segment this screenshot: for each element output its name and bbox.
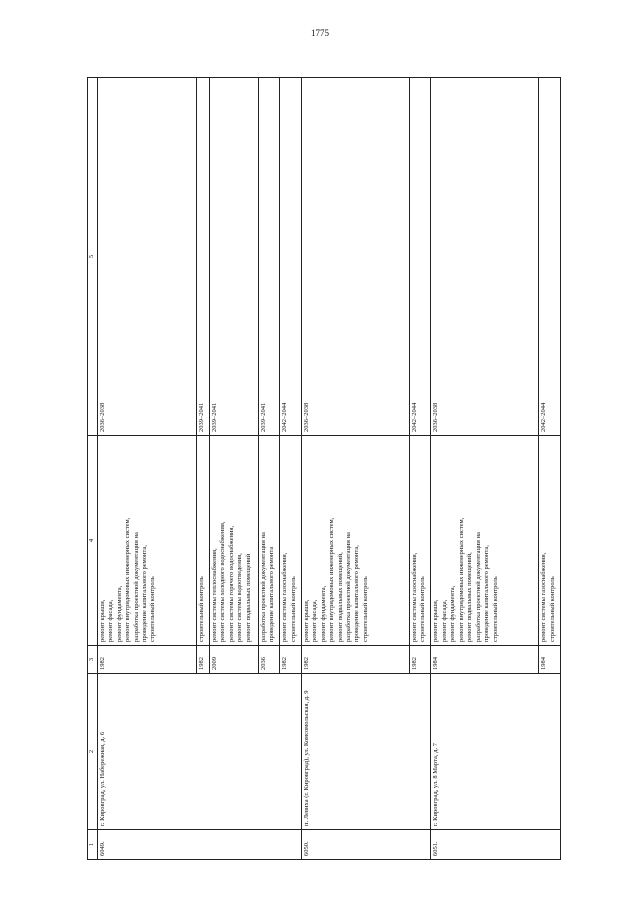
period-cell: 2039–2041 [209,78,258,436]
capital-repair-table [87,77,561,860]
year-cell: 1982 [280,646,302,674]
work-item: ремонт фундамента, [449,585,457,642]
work-item: ремонт системы газоснабжения, [281,552,289,642]
work-item: разработка проектной документации на [474,532,482,642]
rotated-table-wrapper [87,78,561,860]
table-row [301,78,409,860]
period-cell: 2036–2038 [97,78,196,436]
year-cell: 1984 [431,646,539,674]
work-item: ремонт системы газоснабжения, [540,552,548,642]
work-item: ремонт системы водоотведения, [236,553,244,642]
object-address: г. Кировград, ул. Набережная, д. 6 [97,674,301,830]
works-cell [301,436,409,646]
works-cell [409,436,431,646]
object-number: 6051. [431,830,561,860]
work-item: ремонт внутридомовых инженерных систем, [124,517,132,642]
work-item: ремонт подвальных помещений [244,553,252,642]
work-item: проведение капитального ремонта, [483,545,491,642]
period-cell: 2036–2038 [431,78,539,436]
work-item: строительный контроль [491,576,499,642]
work-item: проведение капитального ремонта [268,546,276,642]
work-item: ремонт фасада, [440,599,448,642]
page-number: 1775 [311,28,329,38]
table-row [97,78,196,860]
table-row [431,78,539,860]
works-cell [209,436,258,646]
work-item: ремонт фундамента, [115,585,123,642]
work-item: разработка проектной документации на [259,532,267,642]
works-cell [539,436,561,646]
work-item: ремонт внутридомовых инженерных систем, [328,517,336,642]
period-cell: 2039–2041 [197,78,210,436]
work-item: ремонт фундамента, [319,585,327,642]
year-cell: 1982 [197,646,210,674]
column-header: 1 [88,830,98,860]
year-cell: 1982 [301,646,409,674]
column-number-row [88,78,98,860]
object-address: п. Левиха (г. Кировград), ул. Комсомольская, д. 9 [301,674,431,830]
work-item: строительный контроль [419,576,427,642]
work-item: ремонт крыши, [432,599,440,642]
work-item: ремонт фасада, [107,599,115,642]
work-item: строительный контроль [548,576,556,642]
year-cell: 2036 [258,646,280,674]
works-cell [197,436,210,646]
work-item: ремонт подвальных помещений, [336,552,344,642]
work-item: строительный контроль [198,576,206,642]
period-cell: 2036–2038 [301,78,409,436]
year-cell: 1982 [409,646,431,674]
work-item: ремонт системы холодного водоснабжения, [219,521,227,642]
period-cell: 2042–2044 [539,78,561,436]
column-header: 3 [88,646,98,674]
work-item: разработка проектной документации на [132,532,140,642]
work-item: ремонт крыши, [98,599,106,642]
work-item: проведение капитального ремонта, [140,545,148,642]
work-item: ремонт подвальных помещений, [466,552,474,642]
work-item: ремонт системы горячего водоснабжения, [227,525,235,642]
works-cell [280,436,302,646]
work-item: ремонт системы теплоснабжения, [210,548,218,642]
object-number: 6050. [301,830,431,860]
works-cell [258,436,280,646]
work-item: ремонт внутридомовых инженерных систем, [457,517,465,642]
year-cell: 1984 [539,646,561,674]
work-item: строительный контроль [361,576,369,642]
column-header: 5 [88,78,98,436]
year-cell: 2009 [209,646,258,674]
year-cell: 1982 [97,646,196,674]
object-number: 6049. [97,830,301,860]
work-item: ремонт системы газоснабжения, [410,552,418,642]
work-item: разработка проектной документации на [345,532,353,642]
work-item: ремонт крыши, [302,599,310,642]
period-cell: 2042–2044 [280,78,302,436]
works-cell [431,436,539,646]
work-item: строительный контроль [289,576,297,642]
work-item: строительный контроль [149,576,157,642]
object-address: г. Кировград, ул. 8 Марта, д. 7 [431,674,561,830]
works-cell [97,436,196,646]
rotated-table-container [87,78,561,860]
period-cell: 2042–2044 [409,78,431,436]
period-cell: 2039–2041 [258,78,280,436]
column-header: 2 [88,674,98,830]
work-item: ремонт фасада, [311,599,319,642]
work-item: проведение капитального ремонта, [353,545,361,642]
column-header: 4 [88,436,98,646]
